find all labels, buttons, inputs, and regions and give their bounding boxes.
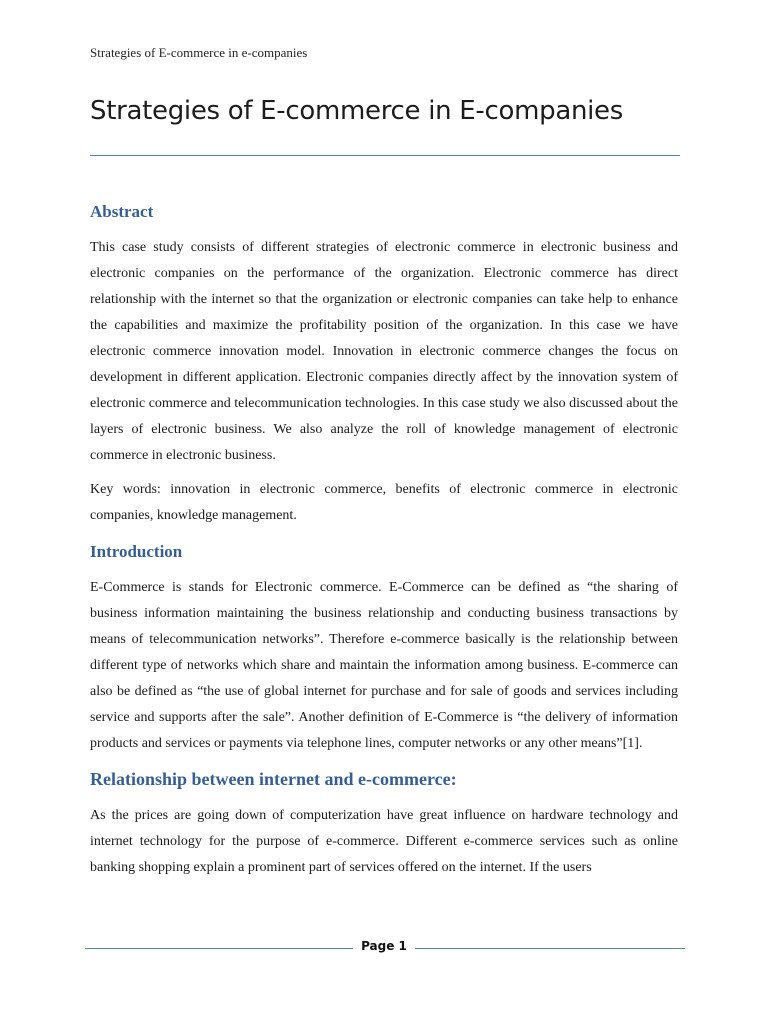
title-divider: [90, 155, 680, 156]
document-body: [90, 198, 678, 881]
keywords-paragraph: Key words: innovation in electronic commerce, benefits of electronic commerce in electronic companies, knowledge management.: [90, 482, 678, 523]
running-header: Strategies of E-commerce in e-companies: [90, 45, 308, 60]
relationship-paragraph: As the prices are going down of computerization have great influence on hardware technology and internet technology for the purpose of e-commerce. Different e-commerce services such as online banking shopping explain a prominent part of services offered on the internet. If the users: [90, 808, 678, 875]
page-number: Page 1: [361, 939, 407, 953]
footer-rule-left: [85, 948, 353, 949]
relationship-heading: Relationship between internet and e-commerce:: [90, 769, 457, 789]
footer-rule-right: [415, 948, 685, 949]
introduction-heading: Introduction: [90, 542, 183, 561]
page-footer: [85, 938, 685, 960]
introduction-paragraph: E-Commerce is stands for Electronic commerce. E-Commerce can be defined as “the sharing of business information maintaining the business relationship and conducting business transactions by means of telecommunication networks”. Therefore e-commerce basically is the relationship between different type of networks which share and maintain the information among business. E-commerce can also be defined as “the use of global internet for purchase and for sale of goods and services including service and supports after the sale”. Another definition of E-Commerce is “the delivery of information products and services or payments via telephone lines, computer networks or any other means”[1].: [90, 580, 678, 751]
document-title: Strategies of E-commerce in E-companies: [90, 96, 623, 126]
abstract-paragraph: This case study consists of different strategies of electronic commerce in electronic business and electronic companies on the performance of the organization. Electronic commerce has direct relationship with the internet so that the organization or electronic companies can take help to enhance the capabilities and maximize the profitability position of the organization. In this case we have electronic commerce innovation model. Innovation in electronic commerce changes the focus on development in different application. Electronic companies directly affect by the innovation system of electronic commerce and telecommunication technologies. In this case study we also discussed about the layers of electronic business. We also analyze the roll of knowledge management of electronic commerce in electronic business.: [90, 240, 678, 463]
abstract-heading: Abstract: [90, 202, 154, 221]
